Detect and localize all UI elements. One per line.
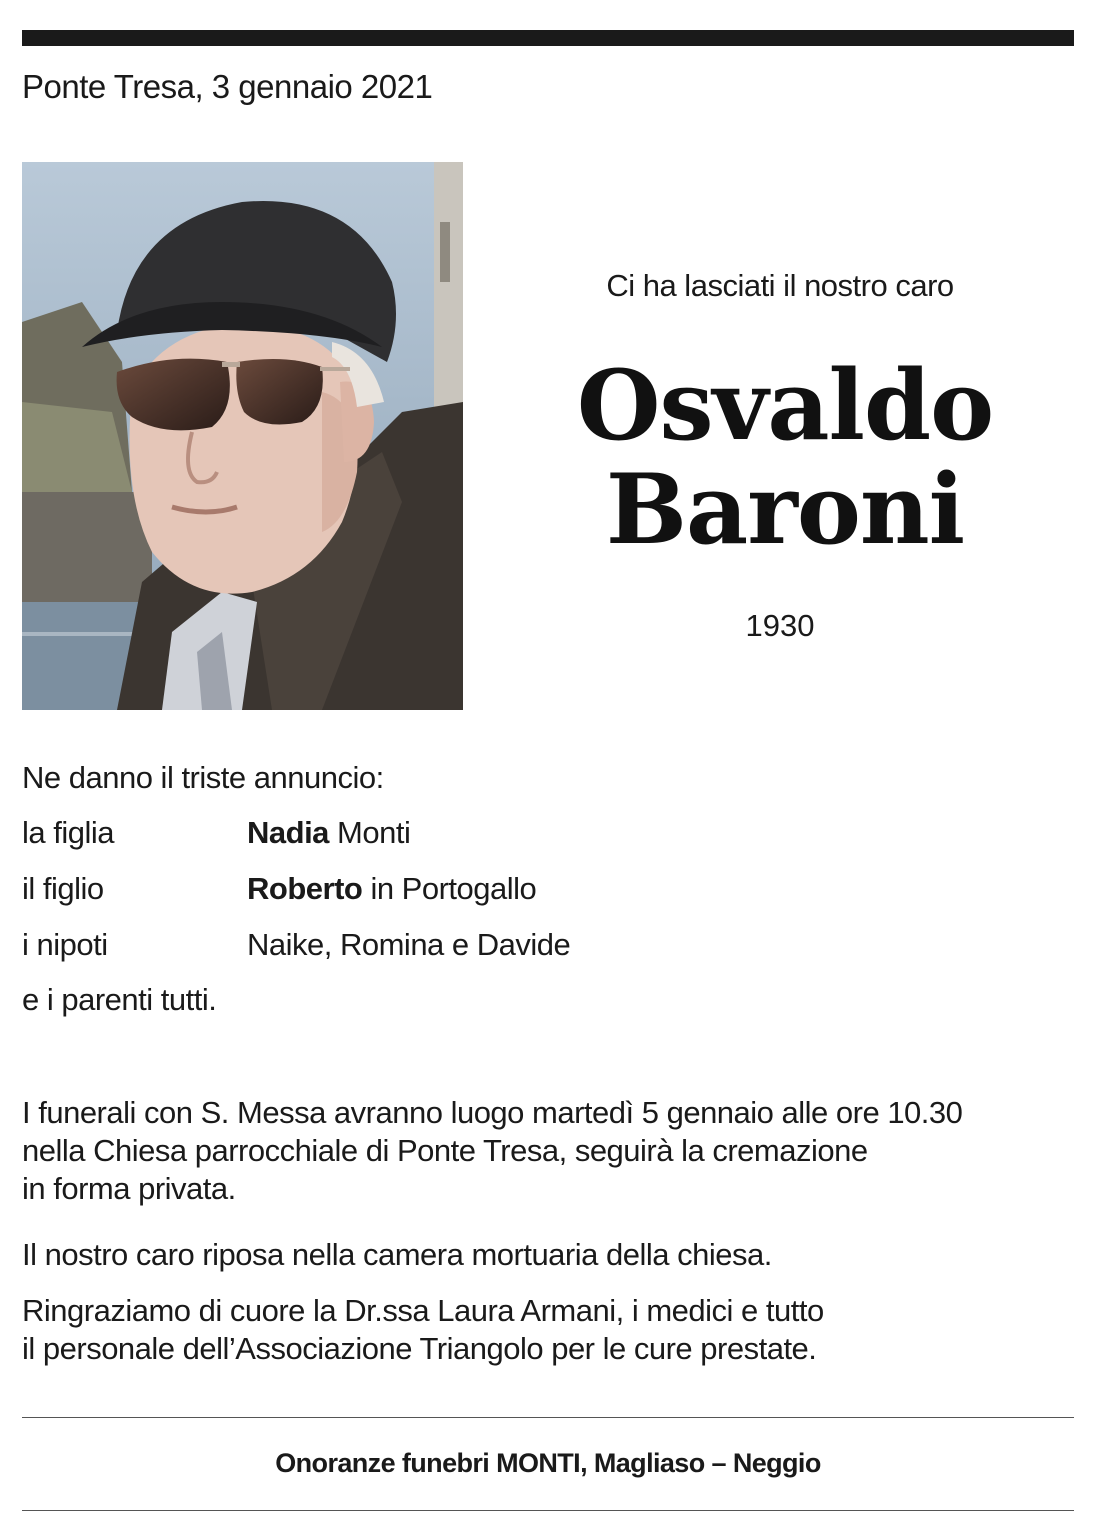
funeral-line: in forma privata. <box>22 1171 236 1206</box>
funeral-paragraph <box>22 1094 1082 1208</box>
deceased-first-name: Osvaldo <box>576 349 994 462</box>
relative-name-rest: Naike, Romina e Davide <box>247 927 571 962</box>
rest-paragraph <box>22 1236 1082 1274</box>
relative-relation: i nipoti <box>22 927 108 962</box>
relative-name <box>247 927 570 963</box>
relative-name <box>247 871 536 907</box>
relative-relation: la figlia <box>22 815 114 850</box>
thanks-paragraph <box>22 1292 1082 1368</box>
relative-relation: il figlio <box>22 871 104 906</box>
funeral-line: nella Chiesa parrocchiale di Ponte Tresa, seguirà la cremazione <box>22 1133 868 1168</box>
footer-rule-top <box>22 1417 1074 1418</box>
announcement-closing: e i parenti tutti. <box>22 982 217 1017</box>
relative-name <box>247 815 410 851</box>
deceased-last-name: Baroni <box>605 453 965 566</box>
relative-name-bold: Nadia <box>247 815 329 850</box>
thanks-line: il personale dell’Associazione Triangolo per le cure prestate. <box>22 1331 817 1366</box>
top-rule <box>22 30 1074 46</box>
funeral-line: I funerali con S. Messa avranno luogo martedì 5 gennaio alle ore 10.30 <box>22 1095 963 1130</box>
portrait-photo <box>22 162 463 710</box>
announcement-lead: Ne danno il triste annuncio: <box>22 760 384 795</box>
funeral-home: Onoranze funebri MONTI, Magliaso – Neggio <box>275 1448 821 1478</box>
intro-text: Ci ha lasciati il nostro caro <box>606 268 954 303</box>
place-date: Ponte Tresa, 3 gennaio 2021 <box>22 68 433 105</box>
relative-name-bold: Roberto <box>247 871 363 906</box>
relative-name-rest: Monti <box>328 815 411 850</box>
footer-rule-bottom <box>22 1510 1074 1511</box>
birth-year: 1930 <box>745 608 815 643</box>
relative-name-rest: in Portogallo <box>362 871 537 906</box>
thanks-line: Ringraziamo di cuore la Dr.ssa Laura Armani, i medici e tutto <box>22 1293 824 1328</box>
rest-line: Il nostro caro riposa nella camera mortuaria della chiesa. <box>22 1237 772 1272</box>
